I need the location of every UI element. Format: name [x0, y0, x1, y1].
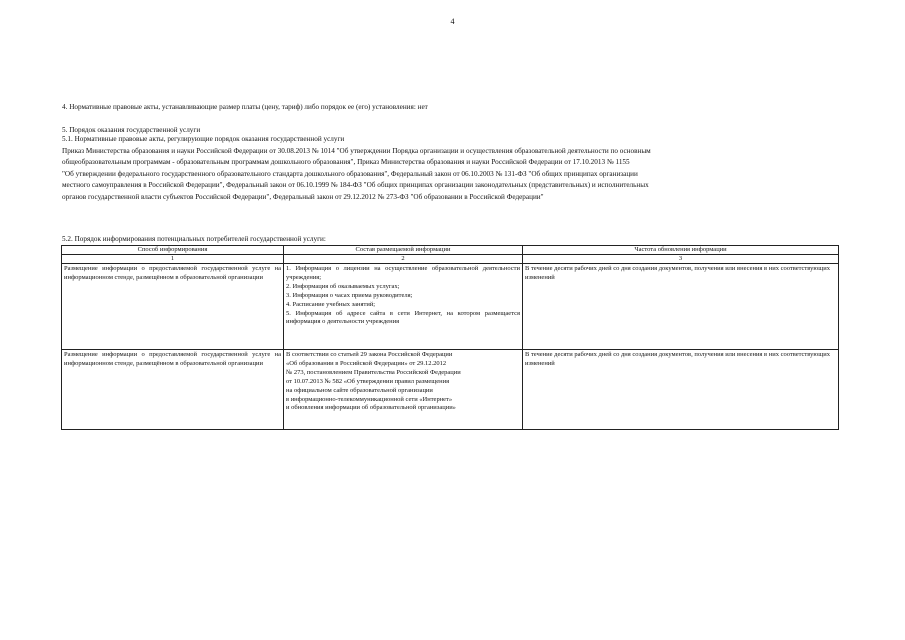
- content-item: 4. Расписание учебных занятий;: [286, 300, 376, 308]
- column-number: 1: [62, 255, 284, 264]
- table-row: [62, 264, 839, 350]
- table-header-row: [62, 246, 839, 255]
- header-content: Состав размещаемой информации: [284, 246, 523, 255]
- legal-acts-line: органов государственной власти субъектов Российской Федерации", Федеральный закон от 29.12.2012 № 273-ФЗ "Об образовании в Российской Федерации": [62, 192, 544, 201]
- content-item: «Об образовании в Российской Федерации» от 29.12.2012: [286, 359, 447, 367]
- column-number: 2: [284, 255, 523, 264]
- section-5-1-title: 5.1. Нормативные правовые акты, регулирующие порядок оказания государственной услуги: [62, 135, 345, 143]
- column-number: 3: [523, 255, 839, 264]
- content-item: 2. Информация об оказываемых услугах;: [286, 282, 400, 290]
- content-item: 1. Информация о лицензии на осуществление образовательной деятельности учреждения;: [286, 265, 520, 281]
- content-item: № 273, постановлением Правительства Российской Федерации: [286, 368, 461, 376]
- content-item: от 10.07.2013 № 582 «Об утверждении правил размещения: [286, 377, 450, 385]
- content-item: 5. Информация об адресе сайта в сети Интернет, на котором размещается информация о деятельности учреждения: [286, 309, 520, 326]
- frequency-cell: В течение десяти рабочих дней со дня создания документов, получения или внесения в них соответствующих изменений: [523, 264, 839, 350]
- section-4-fee-acts: 4. Нормативные правовые акты, устанавливающие размер платы (цену, тариф) либо порядок ее (его) установления: нет: [62, 103, 428, 111]
- legal-acts-line: Приказ Министерства образования и науки Российской Федерации от 30.08.2013 № 1014 "Об утверждении Порядка организации и осуществления образовательной деятельности по основным: [62, 146, 651, 155]
- page-number: 4: [450, 17, 455, 26]
- legal-acts-line: "Об утверждении федерального государственного образовательного стандарта дошкольного образования", Федеральный закон от 06.10.2003 № 131-ФЗ "Об общих принципах организации: [62, 169, 638, 178]
- section-5-1-block: [62, 134, 844, 203]
- content-cell: [284, 350, 523, 430]
- legal-acts-line: общеобразовательным программам - образовательным программам дошкольного образования", Приказ Министерства образования и науки Российской Федерации от 17.10.2013 № 1155: [62, 158, 630, 166]
- content-item: 3. Информация о часах приема руководителя;: [286, 291, 413, 299]
- frequency-cell: В течение десяти рабочих дней со дня создания документов, получения или внесения в них соответствующих изменений: [523, 350, 839, 430]
- content-item: и обновления информации об образовательной организации»: [286, 404, 456, 412]
- content-cell: [284, 264, 523, 350]
- header-method: Способ информирования: [62, 246, 284, 255]
- method-cell: Размещение информации о предоставляемой государственной услуге на информационном стенде, размещённом в образовательной организации: [62, 350, 284, 430]
- header-frequency: Частота обновления информации: [523, 246, 839, 255]
- section-5-title: 5. Порядок оказания государственной услуги: [62, 126, 201, 134]
- content-item: В соответствии со статьей 29 закона Российской Федерации: [286, 351, 453, 358]
- content-item: на официальном сайте образовательной организации: [286, 386, 433, 394]
- method-cell: Размещение информации о предоставляемой государственной услуге на информационном стенде, размещённом в образовательной организации: [62, 264, 284, 350]
- table-row: [62, 350, 839, 430]
- table-number-row: [62, 255, 839, 264]
- legal-acts-line: местного самоуправления в Российской Федерации", Федеральный закон от 06.10.1999 № 184-ФЗ "Об общих принципах организации законодательных (представительных) и исполнительных: [62, 181, 649, 189]
- informing-table: [61, 245, 839, 430]
- section-5-2-title: 5.2. Порядок информирования потенциальных потребителей государственной услуги:: [62, 235, 326, 243]
- content-item: в информационно-телекоммуникационной сети «Интернет»: [286, 395, 453, 403]
